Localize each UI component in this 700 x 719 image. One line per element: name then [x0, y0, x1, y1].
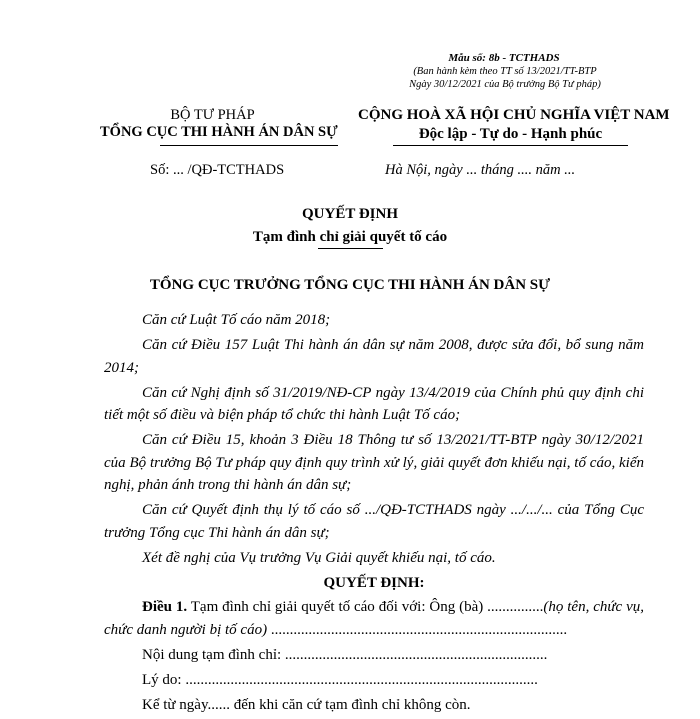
issuing-authority: TỔNG CỤC TRƯỞNG TỔNG CỤC THI HÀNH ÁN DÂN SỰ: [149, 277, 551, 293]
agency-underline: [160, 145, 338, 146]
form-note-line2: Ngày 30/12/2021 của Bộ trưởng Bộ Tư pháp): [409, 79, 601, 90]
agency-parent: BỘ TƯ PHÁP: [170, 107, 255, 123]
document-body: [104, 309, 644, 719]
place-date: Hà Nội, ngày ... tháng .... năm ...: [385, 162, 576, 178]
form-number: Mẫu số: 8b - TCTHADS: [448, 52, 560, 64]
document-number: Số: ... /QĐ-TCTHADS: [150, 162, 285, 178]
decision-title: QUYẾT ĐỊNH: [302, 206, 398, 222]
form-note-line1: (Ban hành kèm theo TT số 13/2021/TT-BTP: [413, 66, 597, 77]
basis-paragraph: Căn cứ Điều 157 Luật Thi hành án dân sự năm 2008, được sửa đổi, bổ sung năm 2014;: [104, 337, 644, 376]
article-1-label: Điều 1.: [142, 599, 188, 615]
basis-paragraph: Căn cứ Luật Tố cáo năm 2018;: [142, 312, 331, 328]
article-1-text: Tạm đình chỉ giải quyết tố cáo đối với: Ông (bà) ...............: [187, 599, 544, 615]
subtitle-underline: [318, 248, 383, 249]
basis-paragraph: Căn cứ Quyết định thụ lý tố cáo số .../QĐ-TCTHADS ngày .../.../... của Tổng Cục trưởng Tổng cục Thi hành án dân sự;: [104, 502, 644, 541]
decides-heading: QUYẾT ĐỊNH:: [323, 574, 425, 591]
motto-underline: [393, 145, 628, 146]
basis-paragraph: Căn cứ Điều 15, khoản 3 Điều 18 Thông tư số 13/2021/TT-BTP ngày 30/12/2021 của Bộ trưởng Bộ Tư pháp quy định quy trình xử lý, giải quyết đơn khiếu nại, tố cáo, kiến nghị, phản ánh trong thi hành án dân sự;: [104, 432, 644, 493]
article-1-italic: (họ tên, chức vụ, chức danh người bị tố cáo): [104, 599, 644, 638]
effective-period: Kể từ ngày...... đến khi căn cứ tạm đình chỉ không còn.: [142, 696, 471, 713]
decision-subtitle: Tạm đình chỉ giải quyết tố cáo: [252, 229, 448, 245]
form-note: [385, 65, 625, 91]
national-title: CỘNG HOÀ XÃ HỘI CHỦ NGHĨA VIỆT NAM: [358, 107, 670, 123]
article-1-dots: ...............................................................................: [267, 621, 568, 638]
suspension-reason: Lý do: ..............................................................................................: [142, 671, 538, 688]
suspension-content: Nội dung tạm đình chỉ: ......................................................................: [142, 646, 548, 663]
national-motto: Độc lập - Tự do - Hạnh phúc: [418, 126, 603, 142]
basis-paragraph: Xét đề nghị của Vụ trưởng Vụ Giải quyết khiếu nại, tố cáo.: [142, 549, 496, 566]
basis-paragraph: Căn cứ Nghị định số 31/2019/NĐ-CP ngày 13/4/2019 của Chính phủ quy định chi tiết một số điều và biện pháp tổ chức thi hành Luật Tố cáo;: [104, 384, 644, 423]
agency-name: TỔNG CỤC THI HÀNH ÁN DÂN SỰ: [100, 124, 338, 140]
article-1: [104, 596, 644, 641]
